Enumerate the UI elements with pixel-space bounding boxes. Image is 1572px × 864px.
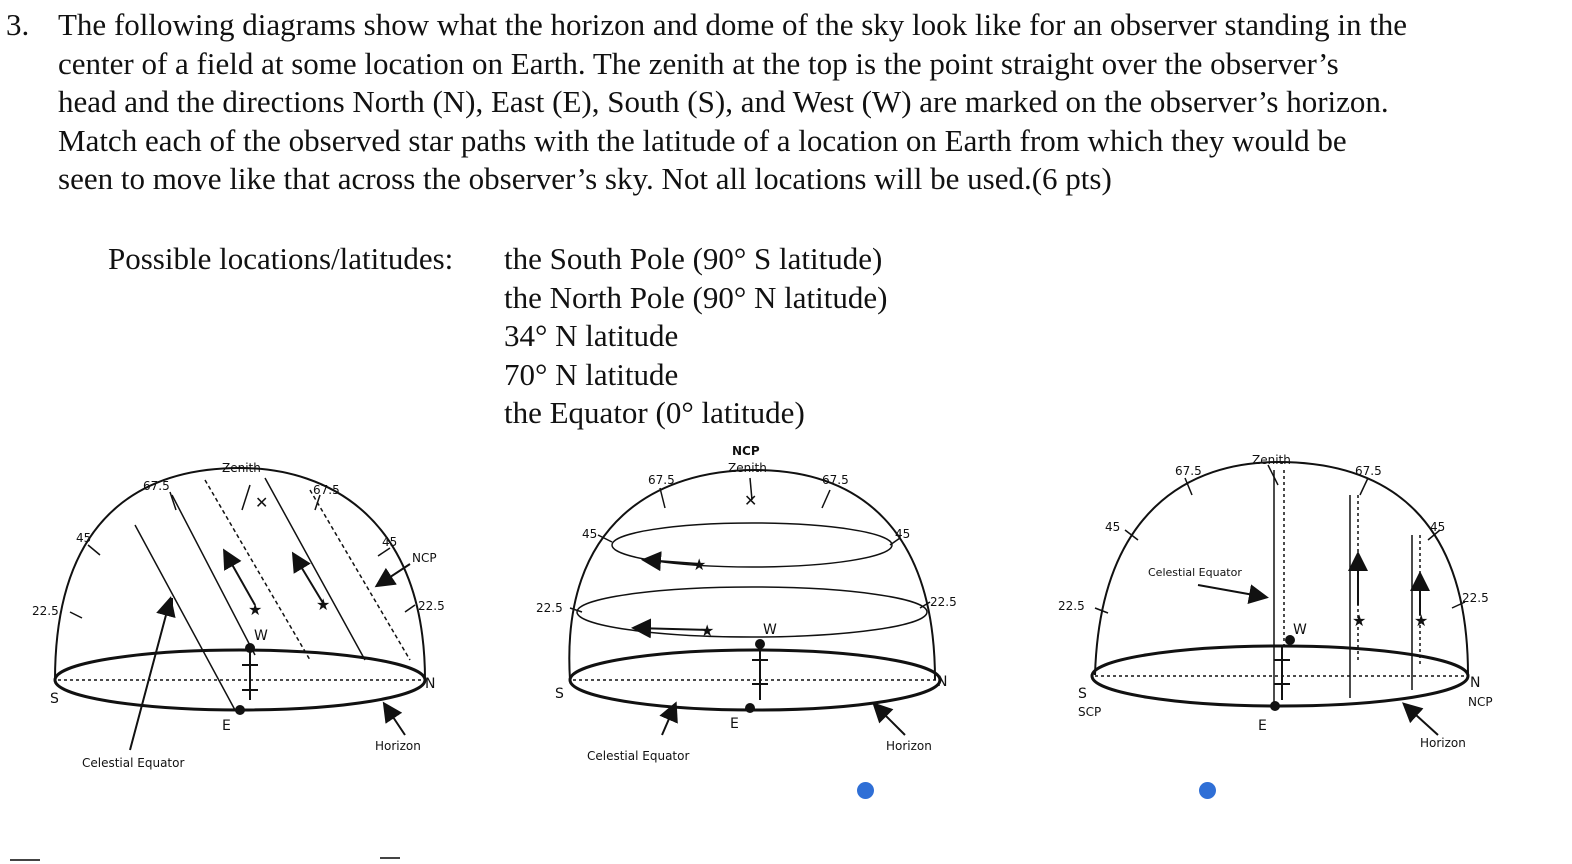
alt-label: 22.5 (1462, 591, 1489, 605)
south-label: S (1078, 686, 1087, 702)
diagram-1-labels (32, 461, 445, 770)
location-item: the North Pole (90° N latitude) (504, 279, 888, 315)
alt-label: 45 (382, 535, 398, 549)
location-item: 34° N latitude (504, 318, 679, 353)
alt-label: 22.5 (1058, 599, 1085, 613)
star-path (135, 525, 235, 710)
svg-text:★: ★ (700, 621, 715, 640)
question-line-1: The following diagrams show what the horizon and dome of the sky look like for an observer standing in the (58, 7, 1408, 42)
question-line-3: head and the directions North (N), East (E), South (S), and West (W) are marked on the observer’s horizon. (58, 84, 1389, 119)
horizon-arrow (385, 705, 405, 735)
star-path (265, 478, 365, 660)
alt-label: 45 (76, 531, 92, 545)
celestial-equator-label: Celestial Equator (82, 756, 185, 770)
south-label: S (555, 686, 564, 702)
diagram-3 (1092, 462, 1468, 735)
answer-dot[interactable] (857, 782, 874, 799)
svg-text:★: ★ (1414, 611, 1429, 630)
horizon-arrow (1405, 705, 1438, 735)
celestial-equator-label: Celestial Equator (1148, 566, 1242, 579)
alt-label: 67.5 (143, 479, 170, 493)
svg-text:★: ★ (1352, 611, 1367, 630)
horizon-label: Horizon (1420, 736, 1466, 750)
star-path (577, 587, 927, 637)
alt-label: 45 (1105, 520, 1121, 534)
svg-text:★: ★ (248, 600, 263, 619)
svg-text:✕: ✕ (255, 493, 269, 512)
alt-label: 45 (582, 527, 598, 541)
horizon-label: Horizon (886, 739, 932, 753)
alt-label: 22.5 (418, 599, 445, 613)
east-label: E (222, 718, 231, 734)
question-number: 3. (6, 7, 30, 42)
zenith-label: Zenith (728, 461, 767, 475)
zenith-label: Zenith (222, 461, 261, 475)
scp-label: SCP (1078, 705, 1102, 719)
alt-label: 22.5 (32, 604, 59, 618)
location-item: the South Pole (90° S latitude) (504, 241, 883, 276)
alt-label: 67.5 (1355, 464, 1382, 478)
horizon-arrow (875, 705, 905, 735)
motion-arrow (635, 628, 710, 630)
alt-label: 67.5 (822, 473, 849, 487)
question-line-4: Match each of the observed star paths with the latitude of a location on Earth from which they would be (58, 122, 1347, 158)
alt-label: 67.5 (648, 473, 675, 487)
north-label: N (425, 676, 436, 692)
ncp-label: NCP (732, 444, 760, 458)
alt-label: 67.5 (1175, 464, 1202, 478)
horizon-label: Horizon (375, 739, 421, 753)
ncp-arrow (378, 564, 410, 585)
motion-arrow (225, 552, 255, 605)
west-label: W (254, 628, 268, 644)
equator-arrow (1198, 585, 1265, 597)
west-label: W (1293, 622, 1307, 638)
zenith-label: Zenith (1252, 453, 1291, 467)
question-line-2: center of a field at some location on Earth. The zenith at the top is the point straight over the observer’s (58, 45, 1339, 81)
location-item: the Equator (0° latitude) (504, 395, 805, 430)
question-line-5: seen to move like that across the observer’s sky. Not all locations will be used.(6 pts) (58, 161, 1112, 196)
equator-arrow (662, 705, 675, 735)
north-label: N (937, 674, 948, 690)
location-item: 70° N latitude (504, 356, 679, 392)
svg-text:✕: ✕ (744, 491, 758, 510)
alt-label: 45 (1430, 520, 1446, 534)
alt-label: 22.5 (536, 601, 563, 615)
south-label: S (50, 691, 59, 707)
answer-dot[interactable] (1199, 782, 1216, 799)
alt-label: 67.5 (313, 483, 340, 497)
star-path (172, 495, 255, 655)
zenith-pointer (1268, 465, 1278, 485)
celestial-equator-label: Celestial Equator (587, 749, 690, 763)
north-label: N (1470, 675, 1481, 691)
west-label: W (763, 622, 777, 638)
zenith-pointer (242, 485, 250, 510)
svg-text:★: ★ (316, 595, 331, 614)
alt-label: 22.5 (930, 595, 957, 609)
ncp-label: NCP (412, 551, 437, 565)
ncp-label: NCP (1468, 695, 1493, 709)
sky-dome (55, 468, 425, 680)
equator-arrow (130, 600, 170, 750)
svg-text:★: ★ (692, 555, 707, 574)
locations-label: Possible locations/latitudes: (108, 241, 454, 276)
alt-label: 45 (895, 527, 911, 541)
east-label: E (730, 716, 739, 732)
east-label: E (1258, 718, 1267, 734)
